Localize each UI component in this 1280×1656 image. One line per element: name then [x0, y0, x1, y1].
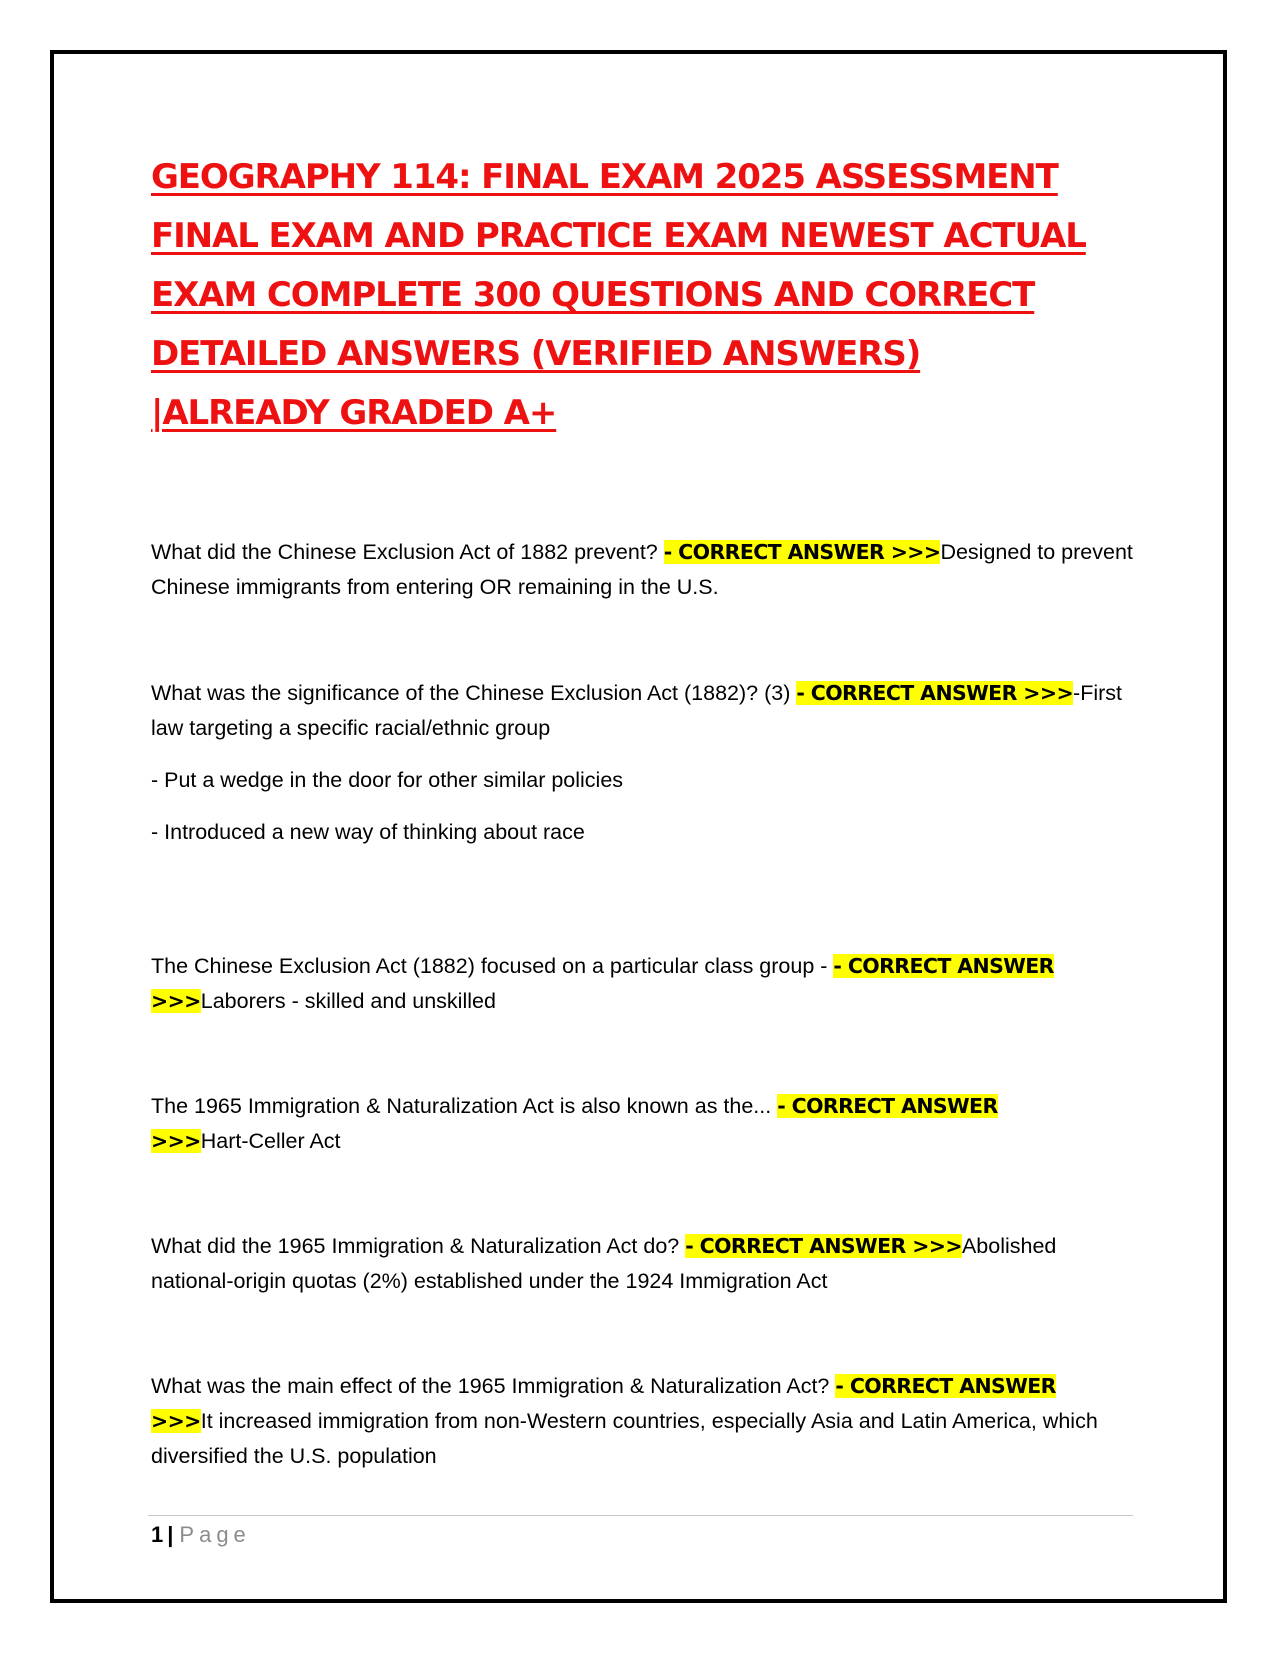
title-line: FINAL EXAM AND PRACTICE EXAM NEWEST ACTUAL	[151, 216, 1086, 256]
title-line: EXAM COMPLETE 300 QUESTIONS AND CORRECT	[151, 275, 1035, 315]
title-line: |ALREADY GRADED A+	[151, 393, 557, 433]
correct-answer-arrows: >>>	[151, 1129, 201, 1153]
correct-answer-marker: - CORRECT ANSWER	[777, 1094, 998, 1118]
qa-item	[151, 676, 1141, 850]
correct-answer-arrows: >>>	[151, 989, 201, 1013]
question-text: What was the significance of the Chinese Exclusion Act (1882)? (3)	[151, 681, 797, 705]
page-footer	[151, 1520, 251, 1550]
answer-bullet: - Introduced a new way of thinking about race	[151, 820, 585, 844]
qa-paragraph	[151, 676, 1141, 746]
page-number: 1	[151, 1522, 164, 1547]
question-text: The 1965 Immigration & Naturalization Act is also known as the...	[151, 1094, 778, 1118]
qa-item	[151, 949, 1141, 1019]
qa-item	[151, 1229, 1141, 1299]
correct-answer-arrows: >>>	[151, 1409, 201, 1433]
answer-text: Laborers - skilled and unskilled	[200, 989, 496, 1013]
question-text: What did the Chinese Exclusion Act of 1882 prevent?	[151, 540, 664, 564]
correct-answer-marker: - CORRECT ANSWER	[833, 954, 1054, 978]
title-line: GEOGRAPHY 114: FINAL EXAM 2025 ASSESSMENT	[151, 157, 1058, 197]
qa-paragraph	[151, 1229, 1141, 1299]
correct-answer-marker: - CORRECT ANSWER	[835, 1374, 1056, 1398]
qa-paragraph	[151, 1089, 1141, 1159]
correct-answer-marker: - CORRECT ANSWER >>>	[663, 540, 941, 564]
answer-text: Designed to prevent Chinese immigrants from entering OR remaining in the U.S.	[151, 540, 1133, 599]
footer-separator: |	[167, 1522, 174, 1547]
footer-divider	[148, 1515, 1133, 1516]
qa-paragraph	[151, 949, 1141, 1019]
page-label: Page	[179, 1522, 251, 1547]
question-text: What was the main effect of the 1965 Immigration & Naturalization Act?	[151, 1374, 836, 1398]
qa-item	[151, 1089, 1141, 1159]
qa-item	[151, 1369, 1141, 1474]
qa-paragraph	[151, 1369, 1141, 1474]
document-title	[151, 148, 1151, 443]
qa-paragraph	[151, 535, 1141, 605]
qa-item	[151, 535, 1141, 605]
answer-text: Abolished national-origin quotas (2%) established under the 1924 Immigration Act	[151, 1234, 1057, 1293]
answer-text: It increased immigration from non-Western countries, especially Asia and Latin America, which diversified the U.S. population	[151, 1409, 1098, 1468]
question-text: What did the 1965 Immigration & Naturalization Act do?	[151, 1234, 686, 1258]
answer-text: Hart-Celler Act	[200, 1129, 341, 1153]
answer-text: -First law targeting a specific racial/ethnic group	[151, 681, 1122, 740]
answer-bullet: - Put a wedge in the door for other similar policies	[151, 768, 624, 792]
correct-answer-marker: - CORRECT ANSWER >>>	[685, 1234, 962, 1258]
question-text: The Chinese Exclusion Act (1882) focused on a particular class group -	[151, 954, 834, 978]
title-line: DETAILED ANSWERS (VERIFIED ANSWERS)	[151, 334, 921, 374]
correct-answer-marker: - CORRECT ANSWER >>>	[796, 681, 1074, 705]
